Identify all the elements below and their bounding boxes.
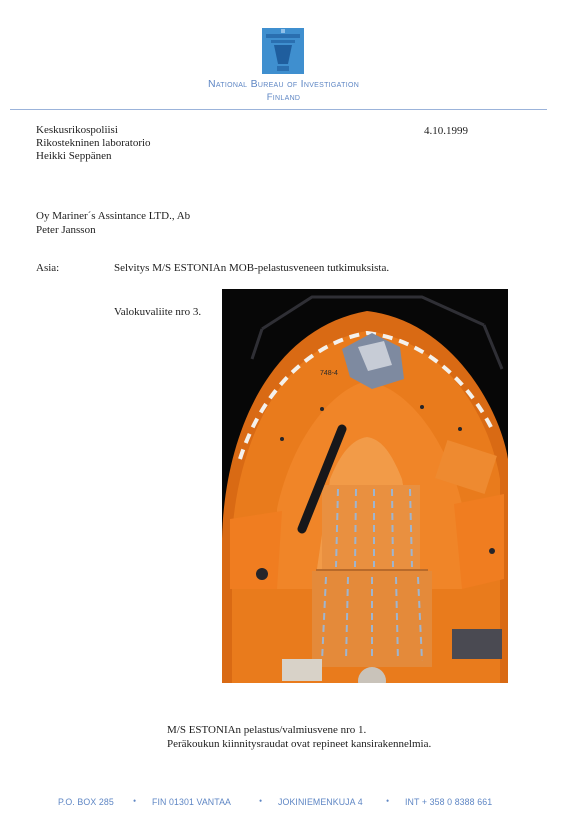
footer-separator: • xyxy=(386,796,390,806)
subject-label: Asia: xyxy=(36,262,60,274)
header-divider xyxy=(10,109,547,110)
recipient-line-1: Oy Mariner´s Assintance LTD., Ab xyxy=(36,210,191,222)
hull-number-label: 748-4 xyxy=(320,370,338,377)
document-date: 4.10.1999 xyxy=(424,125,468,137)
footer-separator: • xyxy=(133,796,137,806)
footer-postal: FIN 01301 VANTAA xyxy=(152,797,232,807)
caption-line-1: M/S ESTONIAn pelastus/valmiusvene nro 1. xyxy=(167,724,367,736)
footer-phone: INT + 358 0 8388 661 xyxy=(405,797,493,807)
attachment-label: Valokuvaliite nro 3. xyxy=(114,306,202,318)
footer-street: JOKINIEMENKUJA 4 xyxy=(278,797,363,807)
caption-line-2: Peräkoukun kiinnitysraudat ovat repineet kansirakennelmia. xyxy=(167,738,432,750)
sender-line-2: Rikostekninen laboratorio xyxy=(36,137,151,149)
subject-text: Selvitys M/S ESTONIAn MOB-pelastusveneen tutkimuksista. xyxy=(114,262,390,274)
sender-line-1: Keskusrikospoliisi xyxy=(36,124,118,136)
sender-line-3: Heikki Seppänen xyxy=(36,150,112,162)
recipient-line-2: Peter Jansson xyxy=(36,224,96,236)
lifeboat-photo xyxy=(222,289,508,683)
org-country: Finland xyxy=(266,92,301,103)
org-name: National Bureau of Investigation xyxy=(207,78,360,90)
footer-separator: • xyxy=(259,796,263,806)
nbi-logo-icon xyxy=(262,28,304,74)
footer-po-box: P.O. BOX 285 xyxy=(58,797,114,807)
